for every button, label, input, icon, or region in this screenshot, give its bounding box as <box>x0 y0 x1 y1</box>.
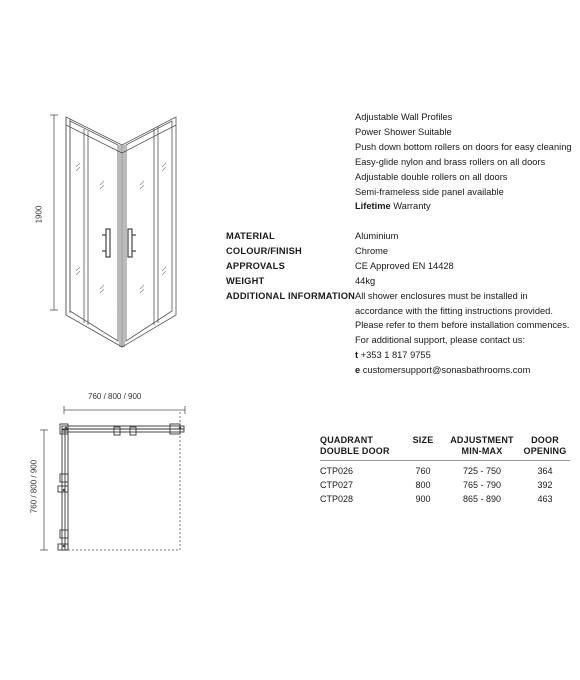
size-table <box>320 435 570 506</box>
header-adjustment-sub: MIN-MAX <box>461 446 503 456</box>
cell-size: 900 <box>415 494 431 504</box>
cell-adjust: 725 - 750 <box>462 466 502 476</box>
spec-value: Chrome <box>355 245 389 256</box>
enclosure-elevation-drawing <box>40 105 190 355</box>
cell-opening: 392 <box>537 480 553 490</box>
feature-item: Semi-frameless side panel available <box>355 186 504 197</box>
email-address[interactable]: customersupport@sonasbathrooms.com <box>360 365 531 376</box>
spec-label: APPROVALS <box>226 260 285 271</box>
spec-additional <box>226 289 576 378</box>
height-dimension-label: 1900 <box>34 205 44 224</box>
phone-line <box>355 348 576 363</box>
features-list <box>355 110 575 214</box>
spec-value: 44kg <box>355 275 376 286</box>
spec-label: ADDITIONAL INFORMATION <box>226 290 356 301</box>
phone-label: t <box>355 350 359 361</box>
header-model: QUADRANT <box>320 435 374 445</box>
email-label: e <box>355 365 361 376</box>
cell-opening: 364 <box>537 466 553 476</box>
header-door-sub: OPENING <box>523 446 567 456</box>
spec-value: CE Approved EN 14428 <box>355 260 454 271</box>
spec-label: MATERIAL <box>226 231 275 241</box>
spec-colour <box>226 244 576 259</box>
header-model-sub: DOUBLE DOOR <box>320 446 390 456</box>
spec-value <box>355 289 576 378</box>
width-dimension-label: 760 / 800 / 900 <box>88 392 142 401</box>
header-size-sub <box>402 446 444 457</box>
feature-warranty <box>355 199 575 214</box>
spec-label: WEIGHT <box>226 275 265 286</box>
specifications <box>226 229 576 378</box>
cell-size: 800 <box>415 480 431 490</box>
additional-line: For additional support, please contact us: <box>355 335 526 346</box>
enclosure-plan-drawing <box>30 400 200 560</box>
feature-item: Power Shower Suitable <box>355 126 452 137</box>
warranty-bold: Lifetime <box>355 201 391 212</box>
cell-code: CTP027 <box>320 480 354 490</box>
phone-number[interactable]: +353 1 817 9755 <box>358 350 431 361</box>
cell-opening: 463 <box>537 494 553 504</box>
table-row <box>320 492 570 506</box>
spec-label: COLOUR/FINISH <box>226 245 302 256</box>
header-door: DOOR <box>531 435 559 445</box>
cell-adjust: 865 - 890 <box>462 494 502 504</box>
cell-code: CTP026 <box>320 466 354 476</box>
feature-item: Push down bottom rollers on doors for easy cleaning <box>355 141 572 152</box>
additional-line: All shower enclosures must be installed in <box>355 290 528 301</box>
feature-item: Easy-glide nylon and brass rollers on all doors <box>355 156 546 167</box>
warranty-rest: Warranty <box>390 201 431 212</box>
spec-weight <box>226 274 576 289</box>
cell-size: 760 <box>415 466 431 476</box>
depth-dimension-label: 760 / 800 / 900 <box>29 459 39 514</box>
table-header <box>320 435 570 461</box>
header-adjustment: ADJUSTMENT <box>450 435 514 445</box>
header-size: SIZE <box>412 435 434 445</box>
feature-item: Adjustable Wall Profiles <box>355 112 453 122</box>
table-row <box>320 478 570 492</box>
spec-value: Aluminium <box>355 231 399 241</box>
email-line <box>355 363 576 378</box>
additional-line: accordance with the fitting instructions provided. <box>355 305 553 316</box>
cell-code: CTP028 <box>320 494 354 504</box>
table-row <box>320 464 570 478</box>
feature-item: Adjustable double rollers on all doors <box>355 171 508 182</box>
cell-adjust: 765 - 790 <box>462 480 502 490</box>
spec-approvals <box>226 259 576 274</box>
additional-line: Please refer to them before installation commences. <box>355 320 570 331</box>
spec-material <box>226 229 576 244</box>
